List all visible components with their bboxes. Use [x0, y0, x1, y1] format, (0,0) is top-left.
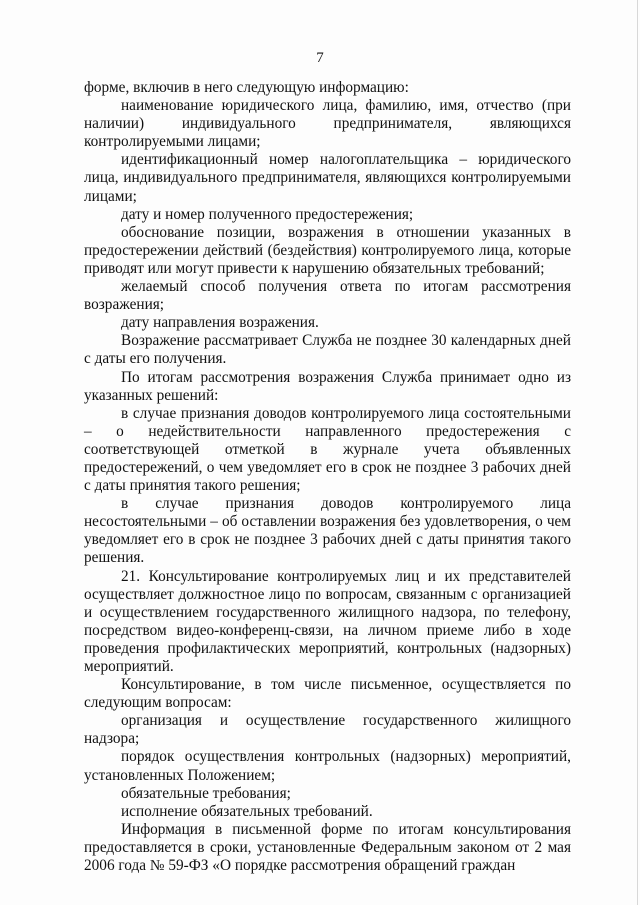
paragraph: исполнение обязательных требований.: [121, 802, 373, 820]
page-edge: [637, 0, 638, 905]
paragraph: Консультирование, в том числе письменное, осуществляется по следующим вопросам:: [84, 676, 571, 712]
paragraph: в случае признания доводов контролируемого лица несостоятельными – об оставлении возражения без удовлетворения, о чем уведомляет его в срок не позднее 3 рабочих дней с даты принятия такого решения.: [84, 495, 571, 567]
paragraph: порядок осуществления контрольных (надзорных) мероприятий, установленных Положением;: [84, 748, 571, 784]
paragraph: Возражение рассматривает Служба не позднее 30 календарных дней с даты его получения.: [84, 332, 571, 368]
paragraph: По итогам рассмотрения возражения Служба принимает одно из указанных решений:: [84, 368, 571, 404]
page-number: 7: [316, 50, 324, 66]
paragraph: 21. Консультирование контролируемых лиц и их представителей осуществляет должностное лицо по вопросам, связанным с организацией и осуществлением государственного жилищного надзора, по телефону, посредством видео-конференц-связи, на личном приеме либо в ходе проведения профилактических мероприятий, контрольных (надзорных) мероприятий.: [84, 567, 571, 675]
paragraph: дату направления возражения.: [121, 314, 319, 332]
paragraph: желаемый способ получения ответа по итогам рассмотрения возражения;: [84, 278, 571, 314]
paragraph: обоснование позиции, возражения в отношении указанных в предостережении действий (бездействия) контролируемого лица, которые приводят или могут привести к нарушению обязательных требований;: [84, 223, 571, 277]
paragraph: наименование юридического лица, фамилию, имя, отчество (при наличии) индивидуального предпринимателя, являющихся контролируемыми лицами;: [84, 97, 571, 151]
paragraph: в случае признания доводов контролируемого лица состоятельными – о недействительности направленного предостережения с соответствующей отметкой в журнале учета объявленных предостережений, о чем уведомляет его в срок не позднее 3 рабочих дней с даты принятия такого решения;: [84, 404, 571, 495]
paragraph: Информация в письменной форме по итогам консультирования предоставляется в сроки, установленные Федеральным законом от 2 мая 2006 года № 59-ФЗ «О порядке рассмотрения обращений граждан: [84, 820, 571, 875]
document-body: [84, 79, 571, 875]
paragraph: форме, включив в него следующую информацию:: [84, 79, 409, 96]
paragraph: обязательные требования;: [121, 784, 291, 802]
paragraph: идентификационный номер налогоплательщика – юридического лица, индивидуального предпринимателя, являющихся контролируемыми лицами;: [84, 151, 571, 205]
paragraph: дату и номер полученного предостережения;: [121, 205, 414, 223]
paragraph: организация и осуществление государственного жилищного надзора;: [84, 712, 571, 748]
